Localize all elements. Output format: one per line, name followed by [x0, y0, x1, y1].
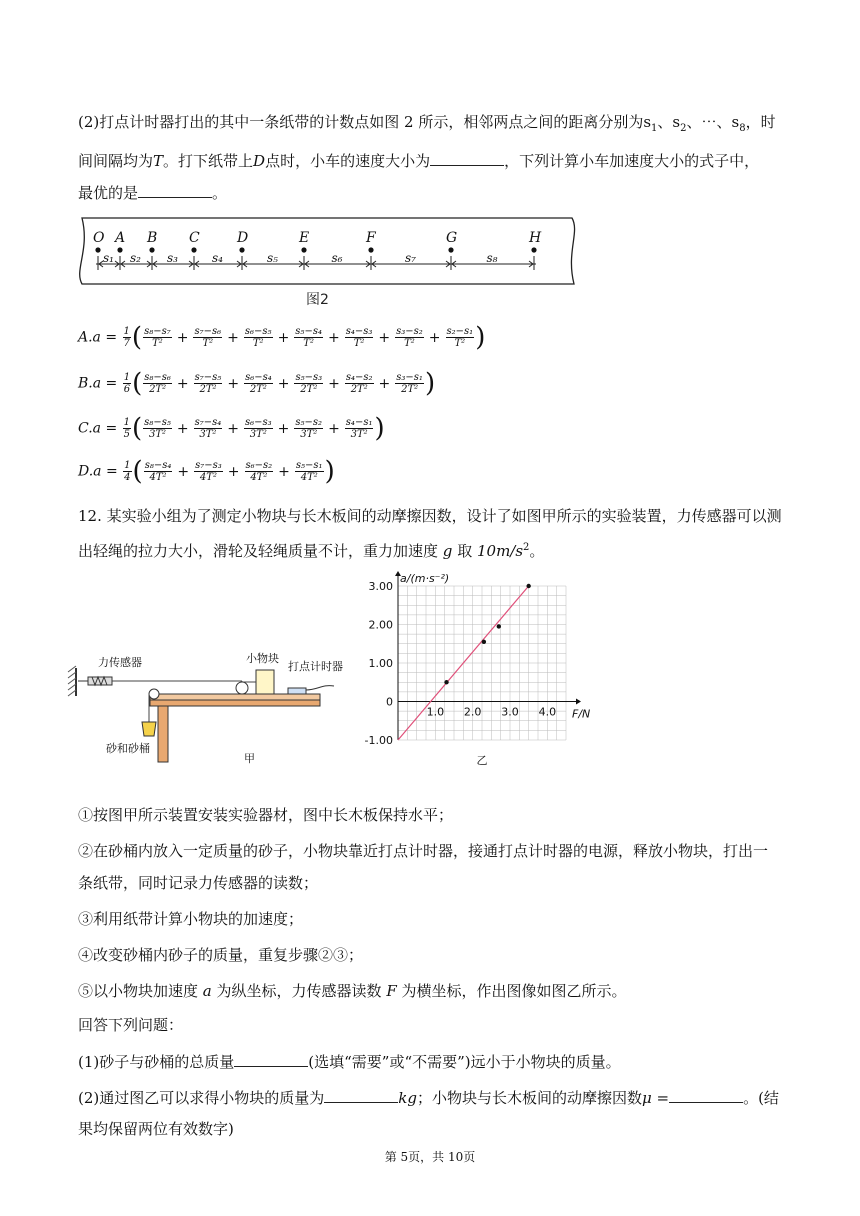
- small-block: [256, 670, 274, 694]
- tape-dot-D: [239, 247, 244, 252]
- option-c-label: C.a =: [78, 420, 122, 437]
- option-b-term-5: $\frac{\text{s₄−s₂}}{\text{2T²}}$: [345, 372, 373, 395]
- tape-label-E: E: [299, 230, 310, 246]
- sand-bucket: [142, 722, 156, 736]
- option-a-term-6: $\frac{\text{s₃−s₂}}{\text{T²}}$: [396, 326, 423, 349]
- tape-seg-label-8: s₈: [486, 251, 498, 265]
- step-5: ⑤以小物块加速度 a 为纵坐标，力传感器读数 F 为横坐标，作出图像如图乙所示。: [78, 982, 627, 1000]
- answer-prompt: 回答下列问题：: [78, 1016, 184, 1034]
- plus-sign: +: [327, 329, 340, 346]
- y-tick-label: 3.00: [368, 580, 393, 593]
- tape-seg-label-6: s₆: [331, 251, 343, 265]
- tape-label-A: A: [115, 230, 126, 246]
- tape-dot-A: [117, 247, 122, 252]
- option-d-label: D.a =: [78, 463, 123, 480]
- tape-seg-label-1: s₁: [103, 251, 114, 265]
- plus-sign: +: [328, 420, 340, 437]
- tape-dot-O: [95, 247, 100, 252]
- plus-sign: +: [227, 463, 240, 480]
- q12-line-2: 出轻绳的拉力大小，滑轮及轻绳质量不计，重力加速度 g 取 $10m/s^2$。: [78, 542, 545, 560]
- step-4: ④改变砂桶内砂子的质量，重复步骤②③；: [78, 946, 364, 964]
- y-tick-label: 2.00: [368, 618, 393, 632]
- tape-seg-label-3: s₃: [167, 251, 178, 265]
- option-a-term-4: $\frac{\text{s₅−s₄}}{\text{T²}}$: [295, 326, 322, 349]
- option-a-coefficient: $\frac{1}{7}$: [123, 326, 130, 349]
- left-paren: (: [132, 368, 143, 399]
- y-tick-label: 0: [386, 695, 393, 709]
- option-c-term-1: $\frac{\text{s₈−s₅}}{\text{3T²}}$: [144, 417, 171, 440]
- data-point-1: [444, 680, 448, 684]
- option-d-term-2: $\frac{\text{s₇−s₃}}{\text{4T²}}$: [195, 460, 222, 483]
- right-paren: ): [324, 456, 335, 487]
- plus-sign: +: [378, 329, 391, 346]
- long-board: [150, 694, 320, 700]
- x-tick-label: 2.0: [463, 705, 482, 719]
- chart-acceleration-vs-force: [360, 568, 600, 768]
- tape-label-D: D: [237, 230, 249, 246]
- data-point-2: [482, 640, 486, 644]
- tape-label-F: F: [366, 230, 376, 246]
- tape-dot-G: [448, 247, 453, 252]
- option-a-term-1: $\frac{\text{s₈−s₇}}{\text{T²}}$: [144, 326, 171, 349]
- option-a-term-7: $\frac{\text{s₂−s₁}}{\text{T²}}$: [446, 326, 474, 349]
- option-b-term-1: $\frac{\text{s₈−s₆}}{\text{2T²}}$: [144, 372, 171, 395]
- plus-sign: +: [177, 463, 190, 480]
- x-tick-label: 3.0: [501, 705, 519, 719]
- option-c[interactable]: [78, 413, 385, 444]
- answer-blank-mass[interactable]: [324, 1086, 398, 1103]
- step-1: ①按图甲所示装置安装实验器材，图中长木板保持水平；: [78, 806, 454, 824]
- y-axis-label: a/(m·s⁻²): [400, 572, 450, 585]
- option-c-term-4: $\frac{\text{s₅−s₂}}{\text{3T²}}$: [295, 417, 323, 440]
- plus-sign: +: [227, 420, 239, 437]
- tape-label-H: H: [529, 230, 542, 246]
- q11-line-3: 最优的是 。: [78, 177, 782, 209]
- answer-blank-velocity[interactable]: [430, 149, 504, 166]
- data-point-4: [526, 584, 530, 588]
- plus-sign: +: [378, 375, 391, 392]
- label-force-sensor: 力传感器: [98, 656, 142, 669]
- right-paren: ): [475, 322, 486, 353]
- apparatus-caption: 甲: [244, 752, 255, 765]
- option-b-term-3: $\frac{\text{s₆−s₄}}{\text{2T²}}$: [245, 372, 272, 395]
- figure-2-caption: 图2: [306, 292, 329, 308]
- q11-line-1: (2)打点计时器打出的其中一条纸带的计数点如图 2 所示，相邻两点之间的距离分别为$s_1$、$s_2$、⋯、$s_8$，时: [78, 113, 776, 134]
- option-c-term-5: $\frac{\text{s₄−s₁}}{\text{3T²}}$: [345, 417, 373, 440]
- q12-line-1: 12. 某实验小组为了测定小物块与长木板间的动摩擦因数，设计了如图甲所示的实验装置，力传感器可以测: [78, 507, 782, 525]
- option-d-term-4: $\frac{\text{s₅−s₁}}{\text{4T²}}$: [295, 460, 323, 483]
- option-a-label: A.a =: [78, 329, 122, 346]
- sub-question-2: (2)通过图乙可以求得小物块的质量为 kg；小物块与长木板间的动摩擦因数μ = 。(结: [78, 1086, 798, 1108]
- left-paren: (: [132, 413, 143, 444]
- sub-question-2-cont: 果均保留两位有效数字): [78, 1120, 234, 1138]
- tape-dot-F: [368, 247, 373, 252]
- option-b-coefficient: $\frac{1}{6}$: [123, 372, 131, 395]
- option-a-term-2: $\frac{\text{s₇−s₆}}{\text{T²}}$: [194, 326, 222, 349]
- left-paren: (: [132, 456, 143, 487]
- x-tick-label: 1.0: [426, 705, 445, 719]
- left-paren: (: [131, 322, 143, 353]
- x-tick-label: 4.0: [538, 705, 557, 719]
- option-a[interactable]: [78, 322, 486, 353]
- option-a-term-3: $\frac{\text{s₆−s₅}}{\text{T²}}$: [244, 326, 272, 349]
- plus-sign: +: [278, 463, 290, 480]
- tape-seg-label-4: s₄: [212, 251, 223, 265]
- right-paren: ): [374, 413, 385, 444]
- tape-dot-E: [301, 247, 306, 252]
- answer-blank-best-formula[interactable]: [138, 181, 212, 198]
- answer-blank-friction[interactable]: [669, 1086, 743, 1103]
- sub-question-1: (1)砂子与砂桶的总质量 (选填“需要”或“不需要”)远小于小物块的质量。: [78, 1050, 798, 1072]
- tape-seg-label-2: s₂: [130, 251, 141, 265]
- page-footer: 第 5页，共 10页: [384, 1150, 476, 1164]
- x-axis-label: F/N: [572, 707, 591, 721]
- option-c-term-2: $\frac{\text{s₇−s₄}}{\text{3T²}}$: [194, 417, 222, 440]
- data-point-3: [497, 624, 501, 628]
- option-b[interactable]: [78, 368, 436, 399]
- plus-sign: +: [428, 329, 441, 346]
- option-d-term-3: $\frac{\text{s₆−s₂}}{\text{4T²}}$: [245, 460, 273, 483]
- apparatus-figure: [66, 648, 366, 768]
- question-12-intro: [78, 500, 782, 567]
- plus-sign: +: [277, 375, 290, 392]
- label-sand-bucket: 砂和砂桶: [106, 742, 150, 755]
- tape-dot-B: [149, 247, 154, 252]
- tape-dot-H: [531, 247, 536, 252]
- option-d[interactable]: [78, 456, 335, 487]
- option-d-term-1: $\frac{\text{s₈−s₄}}{\text{4T²}}$: [144, 460, 172, 483]
- label-small-block: 小物块: [246, 652, 279, 665]
- timer-device: [288, 688, 306, 694]
- tape-label-B: B: [147, 230, 158, 246]
- option-a-term-5: $\frac{\text{s₄−s₃}}{\text{T²}}$: [345, 326, 373, 349]
- plus-sign: +: [227, 375, 240, 392]
- tape-seg-label-7: s₇: [405, 251, 416, 265]
- pulley-block: [236, 682, 248, 694]
- tape-label-C: C: [189, 230, 200, 246]
- y-tick-label: 1.00: [368, 657, 393, 670]
- label-timer: 打点计时器: [288, 660, 343, 673]
- option-b-term-6: $\frac{\text{s₃−s₁}}{\text{2T²}}$: [396, 372, 423, 395]
- plus-sign: +: [277, 420, 290, 437]
- option-b-term-2: $\frac{\text{s₇−s₅}}{\text{2T²}}$: [194, 372, 222, 395]
- plus-sign: +: [176, 375, 189, 392]
- figure-2-paper-tape: [74, 212, 580, 312]
- plus-sign: +: [277, 329, 290, 346]
- right-paren: ): [424, 368, 436, 399]
- tape-label-G: G: [446, 230, 458, 246]
- x-axis-arrow: [576, 699, 581, 705]
- option-b-label: B.a =: [78, 375, 122, 392]
- tape-seg-label-5: s₅: [267, 251, 278, 265]
- option-d-coefficient: $\frac{1}{4}$: [124, 460, 131, 483]
- q11-line-2: 间间隔均为T。打下纸带上D点时，小车的速度大小为 ，下列计算小车加速度大小的式子中，: [78, 145, 782, 177]
- chart-caption: 乙: [476, 754, 488, 767]
- option-b-term-4: $\frac{\text{s₅−s₃}}{\text{2T²}}$: [295, 372, 323, 395]
- option-c-term-3: $\frac{\text{s₆−s₃}}{\text{3T²}}$: [244, 417, 272, 440]
- y-tick-label: -1.00: [364, 734, 393, 747]
- step-2: ②在砂桶内放入一定质量的砂子，小物块靠近打点计时器，接通打点计时器的电源，释放小物块，打出一: [78, 842, 769, 860]
- step-3: ③利用纸带计算小物块的加速度；: [78, 910, 304, 928]
- option-c-coefficient: $\frac{1}{5}$: [123, 417, 131, 440]
- answer-blank-need[interactable]: [234, 1050, 308, 1067]
- question-11-part-2: [78, 106, 782, 209]
- plus-sign: +: [176, 420, 189, 437]
- step-2-cont: 条纸带，同时记录力传感器的读数；: [78, 874, 319, 892]
- plus-sign: +: [176, 329, 189, 346]
- tape-dot-C: [191, 247, 196, 252]
- pulley-table: [149, 689, 159, 699]
- tape-label-O: O: [93, 230, 105, 246]
- plus-sign: +: [328, 375, 340, 392]
- plus-sign: +: [227, 329, 239, 346]
